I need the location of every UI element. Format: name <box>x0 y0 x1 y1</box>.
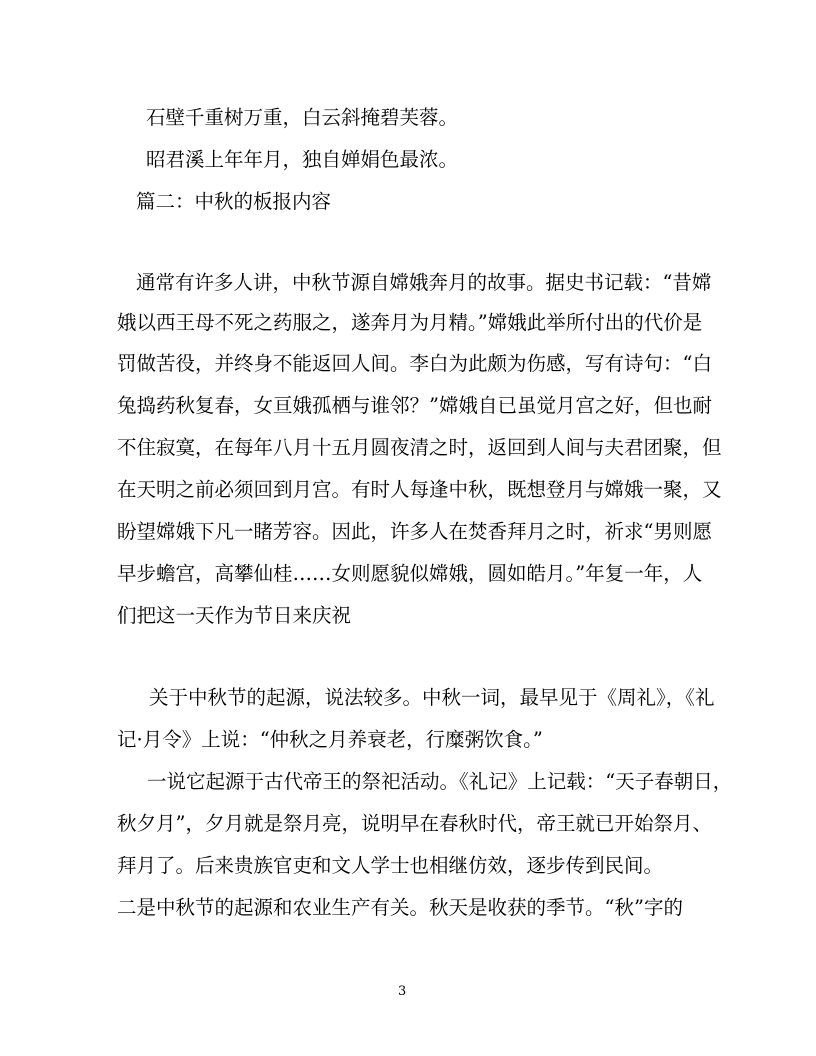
paragraph1-line-3: 罚做苦役，并终身不能返回人间。李白为此颇为伤感，写有诗句：“白 <box>117 352 712 375</box>
paragraph3-line-3: 拜月了。后来贵族官吏和文人学士也相继仿效，逐步传到民间。 <box>117 854 664 877</box>
paragraph1-line-8: 早步蟾宫，高攀仙桂……女则愿貌似嫦娥，圆如皓月。”年复一年，人 <box>117 562 703 585</box>
paragraph1-line-2: 娥以西王母不死之药服之，遂奔月为月精。”嫦娥此举所付出的代价是 <box>117 311 703 334</box>
paragraph1-line-5: 不住寂寞，在每年八月十五月圆夜清之时，返回到人间与夫君团聚，但 <box>117 436 722 459</box>
paragraph4-line-1: 二是中秋节的起源和农业生产有关。秋天是收获的季节。“秋”字的 <box>117 896 683 919</box>
paragraph1-line-6: 在天明之前必须回到月宫。有时人每逢中秋，既想登月与嫦娥一聚，又 <box>117 478 722 501</box>
paragraph3-line-1: 一说它起源于古代帝王的祭祀活动。《礼记》上记载：“天子春朝日， <box>147 770 733 793</box>
paragraph3-line-2: 秋夕月”，夕月就是祭月亮，说明早在春秋时代，帝王就已开始祭月、 <box>117 812 712 835</box>
paragraph1-line-4: 兔捣药秋复春，女亘娥孤栖与谁邻？”嫦娥自已虽觉月宫之好，但也耐 <box>117 394 712 417</box>
poem-line-2: 昭君溪上年年月，独自婵娟色最浓。 <box>146 148 459 171</box>
poem-line-1: 石壁千重树万重，白云斜掩碧芙蓉。 <box>146 106 459 129</box>
section-heading: 篇二：中秋的板报内容 <box>136 190 332 213</box>
page-number: 3 <box>398 984 407 999</box>
paragraph1-line-9: 们把这一天作为节日来庆祝 <box>117 604 352 627</box>
paragraph1-line-7: 盼望嫦娥下凡一睹芳容。因此，许多人在焚香拜月之时，祈求“男则愿 <box>117 520 712 543</box>
paragraph2-line-1: 关于中秋节的起源，说法较多。中秋一词，最早见于《周礼》，《礼 <box>149 686 715 709</box>
paragraph1-line-1: 通常有许多人讲，中秋节源自嫦娥奔月的故事。据史书记载：“昔嫦 <box>136 271 712 294</box>
paragraph2-line-2: 记·月令》上说：“仲秋之月养衰老，行糜粥饮食。” <box>117 728 543 751</box>
